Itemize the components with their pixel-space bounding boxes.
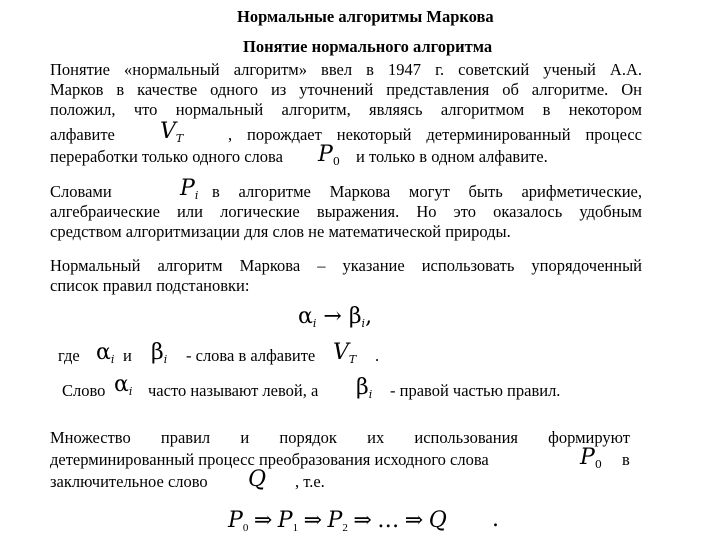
formula-rule: $\alpha_i \to \beta_i$, bbox=[298, 304, 373, 330]
paragraph-4-line-3a: заключительное слово bbox=[50, 472, 208, 491]
paragraph-2-line-2: алгебраические или логические выражения. Но это оказалось удобным bbox=[50, 202, 642, 221]
formula-chain-period: . bbox=[492, 507, 499, 532]
where-description: - слова в алфавите bbox=[186, 346, 316, 365]
paragraph-2-line-1b: в алгоритме Маркова могут быть арифметические, bbox=[212, 182, 642, 201]
paragraph-1-line-5b: и только в одном алфавите. bbox=[356, 147, 548, 166]
where-period: . bbox=[375, 346, 380, 365]
paragraph-2-line-1a: Словами bbox=[50, 182, 112, 201]
formula-p0-2: $P_0$ bbox=[580, 445, 602, 471]
formula-chain: $P_0$ ⇒ $P_1$ ⇒ $P_2$ ⇒ … ⇒ Q bbox=[228, 508, 447, 534]
paragraph-1-line-5a: переработки только одного слова bbox=[50, 147, 283, 166]
paragraph-3-line-2: список правил подстановки: bbox=[50, 276, 250, 295]
and-label: и bbox=[123, 346, 132, 365]
formula-beta-i: $\beta_i$ bbox=[151, 340, 168, 366]
formula-vt: $V_T$ bbox=[160, 119, 184, 145]
left-part-text: часто называют левой, а bbox=[148, 381, 319, 400]
formula-pi: $P_i$ bbox=[180, 176, 199, 202]
formula-beta-i-2: $\beta_i$ bbox=[356, 375, 373, 401]
page-title: Нормальные алгоритмы Маркова bbox=[237, 7, 494, 26]
section-subtitle: Понятие нормального алгоритма bbox=[243, 37, 493, 56]
formula-p0: $P_0$ bbox=[318, 142, 340, 168]
paragraph-1-line-3: положил, что нормальный алгоритм, являясь алгоритмом в некотором bbox=[50, 100, 642, 119]
formula-vt-2: $V_T$ bbox=[333, 340, 357, 366]
paragraph-2-line-3: средством алгоритмизации для слов не математической природы. bbox=[50, 222, 511, 241]
paragraph-1-line-4a: алфавите bbox=[50, 125, 115, 144]
paragraph-1-line-4b: , порождает некоторый детерминированный процесс bbox=[228, 125, 642, 144]
paragraph-4-line-2a: детерминированный процесс преобразования исходного слова bbox=[50, 450, 489, 469]
formula-q: Q bbox=[248, 467, 267, 492]
word-label: Слово bbox=[62, 381, 106, 400]
paragraph-1-line-2: Марков в качестве одного из уточнений представления об алгоритме. Он bbox=[50, 80, 642, 99]
paragraph-4-line-2b: в bbox=[622, 450, 630, 469]
right-part-text: - правой частью правил. bbox=[390, 381, 561, 400]
paragraph-4-line-3b: , т.е. bbox=[295, 472, 325, 491]
paragraph-4-line-1: Множество правил и порядок их использования формируют bbox=[50, 428, 630, 447]
formula-alpha-i-2: $\alpha_i$ bbox=[114, 372, 133, 398]
formula-alpha-i: $\alpha_i$ bbox=[96, 340, 115, 366]
paragraph-3-line-1: Нормальный алгоритм Маркова – указание использовать упорядоченный bbox=[50, 256, 642, 275]
where-label: где bbox=[58, 346, 80, 365]
paragraph-1-line-1: Понятие «нормальный алгоритм» ввел в 1947 г. советский ученый А.А. bbox=[50, 60, 642, 79]
